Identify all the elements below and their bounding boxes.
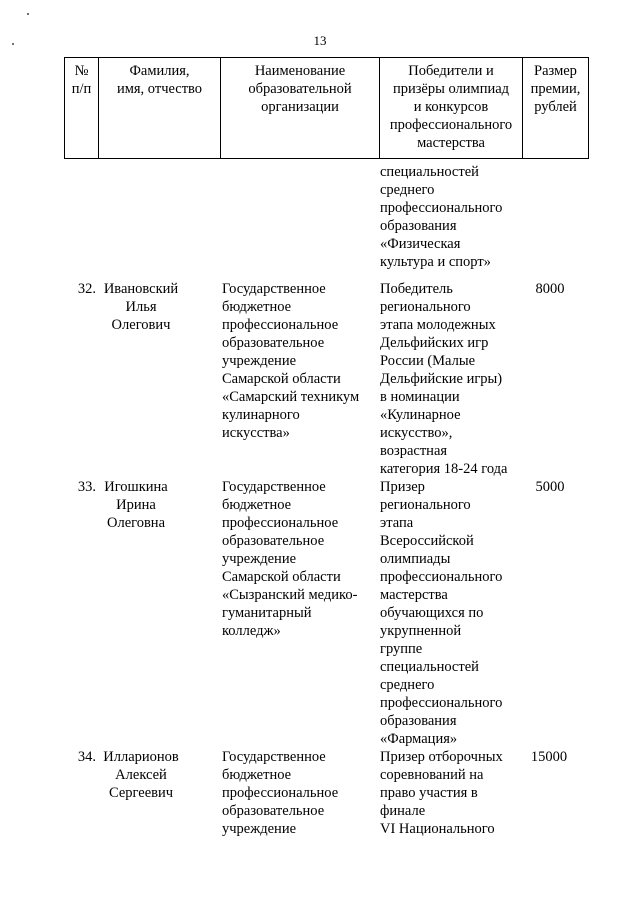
scan-speck (27, 13, 29, 15)
row-34-organization: Государственное бюджетное профессиональное образовательное учреждение (222, 749, 339, 837)
header-award: Победители и призёры олимпиад и конкурсов профессионального мастерства (380, 58, 523, 159)
row-32-number: 32. (77, 281, 96, 297)
table-header (64, 57, 589, 159)
header-row (65, 58, 589, 159)
row-32-organization: Государственное бюджетное профессиональное образовательное учреждение Самарской области «Самарский техникум кулинарного искусства» (222, 281, 360, 441)
row-34-name: Илларионов Алексей Сергеевич (103, 749, 179, 801)
continuation-award: специальностей среднего профессионального образования «Физическая культура и спорт» (380, 164, 503, 270)
row-32-name: Ивановский Илья Олегович (103, 281, 179, 333)
row-34-number: 34. (77, 749, 96, 765)
row-32-prize: 8000 (535, 281, 565, 297)
row-33-prize: 5000 (535, 479, 565, 495)
row-34-award: Призер отборочных соревнований на право участия в финале VI Национального (380, 749, 503, 837)
row-33-award: Призер регионального этапа Всероссийской олимпиады профессионального мастерства обучающихся по укрупненной группе специальностей среднего профессионального образования «Фармация» (380, 479, 503, 747)
page-number: 13 (313, 33, 327, 48)
header-number: № п/п (65, 58, 99, 159)
row-33-name: Игошкина Ирина Олеговна (104, 479, 168, 531)
header-organization: Наименование образовательной организации (221, 58, 380, 159)
header-full-name: Фамилия, имя, отчество (99, 58, 221, 159)
row-34-prize: 15000 (530, 749, 568, 765)
row-33-organization: Государственное бюджетное профессиональное образовательное учреждение Самарской области «Сызранский медико- гуманитарный колледж» (222, 479, 358, 639)
row-32-award: Победитель регионального этапа молодежных Дельфийских игр России (Малые Дельфийские игры) в номинации «Кулинарное искусство», возрастная категория 18-24 года (380, 281, 508, 477)
header-prize: Размер премии, рублей (523, 58, 589, 159)
row-33-number: 33. (77, 479, 96, 495)
